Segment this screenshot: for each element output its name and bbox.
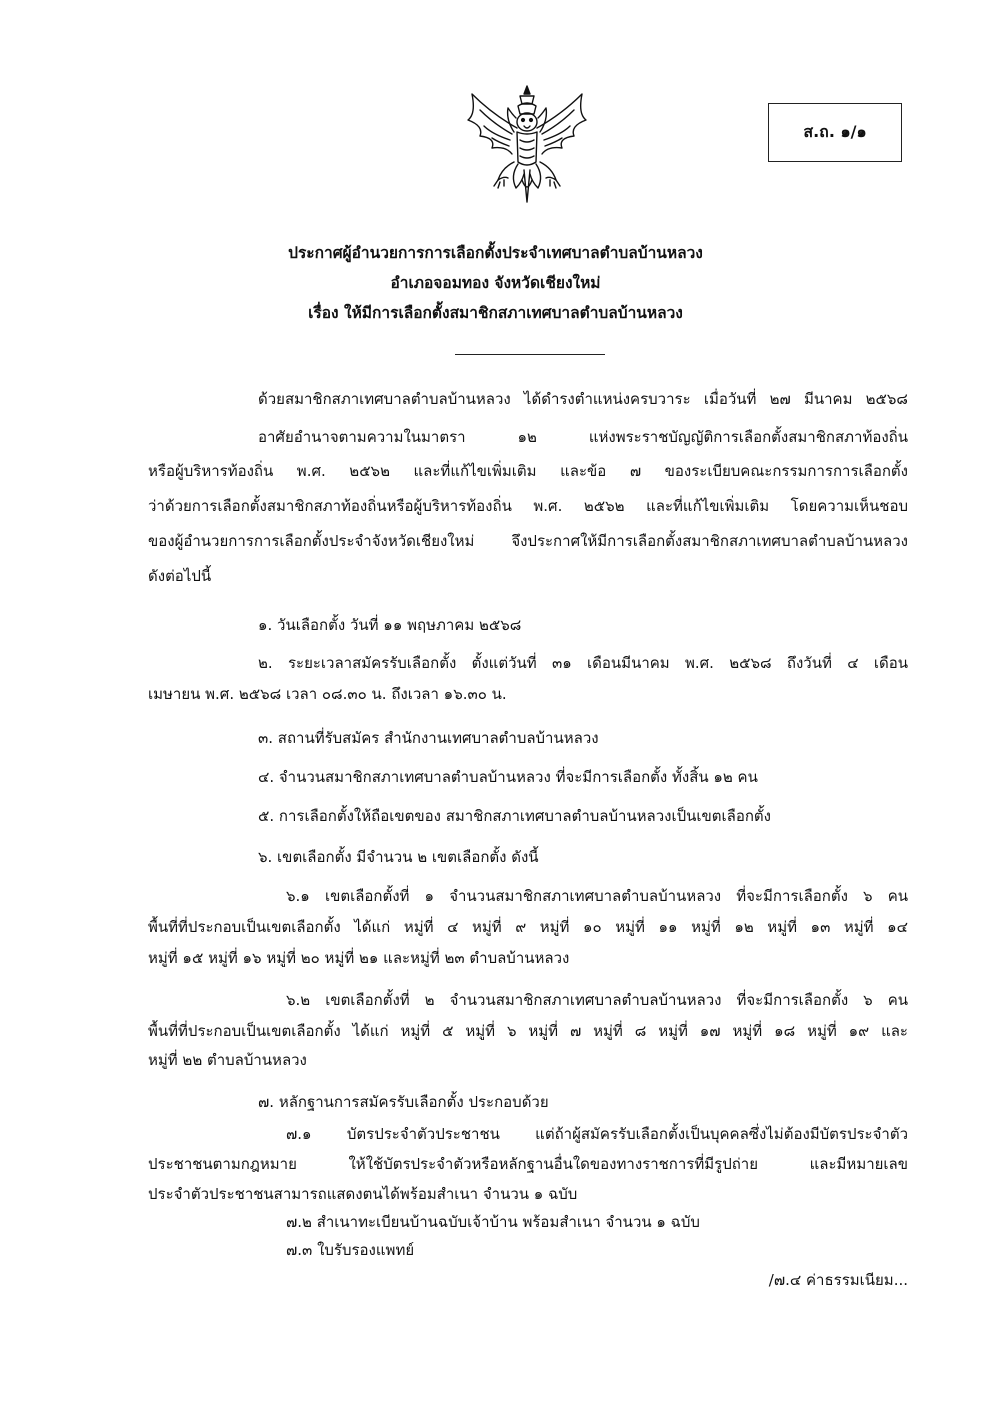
body-line: เมษายน พ.ศ. ๒๕๖๘ เวลา ๐๘.๓๐ น. ถึงเวลา ๑๖.๓๐ น. [148, 685, 507, 703]
title-line: เรื่อง ให้มีการเลือกตั้งสมาชิกสภาเทศบาลตำบลบ้านหลวง [308, 304, 683, 322]
body-line: ดังต่อไปนี้ [148, 567, 212, 585]
body-line: พื้นที่ที่ประกอบเป็นเขตเลือกตั้ง ได้แก่ หมู่ที่ ๔ หมู่ที่ ๙ หมู่ที่ ๑๐ หมู่ที่ ๑๑ หมู่ที่ ๑๒ หมู่ที่ ๑๓ หมู่ที่ ๑๔ [148, 918, 908, 936]
body-line: พื้นที่ที่ประกอบเป็นเขตเลือกตั้ง ได้แก่ หมู่ที่ ๕ หมู่ที่ ๖ หมู่ที่ ๗ หมู่ที่ ๘ หมู่ที่ ๑๗ หมู่ที่ ๑๘ หมู่ที่ ๑๙ และ [148, 1022, 908, 1040]
body-line: ด้วยสมาชิกสภาเทศบาลตำบลบ้านหลวง ได้ดำรงตำแหน่งครบวาระ เมื่อวันที่ ๒๗ มีนาคม ๒๕๖๘ [258, 390, 908, 408]
body-line: ประชาชนตามกฎหมาย ให้ใช้บัตรประจำตัวหรือหลักฐานอื่นใดของทางราชการที่มีรูปถ่าย และมีหมายเลข [148, 1155, 908, 1173]
form-code-box [768, 103, 902, 162]
body-line: ของผู้อำนวยการการเลือกตั้งประจำจังหวัดเชียงใหม่ จึงประกาศให้มีการเลือกตั้งสมาชิกสภาเทศบาลตำบลบ้านหลวง [148, 532, 908, 550]
body-line: ๑. วันเลือกตั้ง วันที่ ๑๑ พฤษภาคม ๒๕๖๘ [258, 616, 522, 634]
body-line: ๗. หลักฐานการสมัครรับเลือกตั้ง ประกอบด้วย [258, 1093, 549, 1111]
body-line: ว่าด้วยการเลือกตั้งสมาชิกสภาท้องถิ่นหรือผู้บริหารท้องถิ่น พ.ศ. ๒๕๖๒ และที่แก้ไขเพิ่มเติม โดยความเห็นชอบ [148, 497, 908, 515]
title-line: อำเภอจอมทอง จังหวัดเชียงใหม่ [390, 274, 601, 292]
body-line: ๗.๓ ใบรับรองแพทย์ [286, 1241, 415, 1259]
body-line: ๔. จำนวนสมาชิกสภาเทศบาลตำบลบ้านหลวง ที่จะมีการเลือกตั้ง ทั้งสิ้น ๑๒ คน [258, 768, 758, 786]
announcement-title [0, 238, 991, 328]
body-line: ๒. ระยะเวลาสมัครรับเลือกตั้ง ตั้งแต่วันที่ ๓๑ เดือนมีนาคม พ.ศ. ๒๕๖๘ ถึงวันที่ ๔ เดือน [258, 654, 908, 672]
body-line: ๖.๒ เขตเลือกตั้งที่ ๒ จำนวนสมาชิกสภาเทศบาลตำบลบ้านหลวง ที่จะมีการเลือกตั้ง ๖ คน [286, 991, 908, 1009]
body-line: ประจำตัวประชาชนสามารถแสดงตนได้พร้อมสำเนา จำนวน ๑ ฉบับ [148, 1185, 578, 1203]
body-line: ๗.๒ สำเนาทะเบียนบ้านฉบับเจ้าบ้าน พร้อมสำเนา จำนวน ๑ ฉบับ [286, 1213, 700, 1231]
body-line: ๖.๑ เขตเลือกตั้งที่ ๑ จำนวนสมาชิกสภาเทศบาลตำบลบ้านหลวง ที่จะมีการเลือกตั้ง ๖ คน [286, 887, 908, 905]
page-continuation: /๗.๔ ค่าธรรมเนียม... [768, 1271, 908, 1289]
body-line: หรือผู้บริหารท้องถิ่น พ.ศ. ๒๕๖๒ และที่แก้ไขเพิ่มเติม และข้อ ๗ ของระเบียบคณะกรรมการการเลือกตั้ง [148, 462, 908, 480]
body-line: หมู่ที่ ๑๕ หมู่ที่ ๑๖ หมู่ที่ ๒๐ หมู่ที่ ๒๑ และหมู่ที่ ๒๓ ตำบลบ้านหลวง [148, 949, 570, 967]
title-divider [455, 354, 605, 355]
body-line: ๗.๑ บัตรประจำตัวประชาชน แต่ถ้าผู้สมัครรับเลือกตั้งเป็นบุคคลซึ่งไม่ต้องมีบัตรประจำตัว [286, 1125, 908, 1143]
body-line: ๓. สถานที่รับสมัคร สำนักงานเทศบาลตำบลบ้านหลวง [258, 729, 599, 747]
title-line: ประกาศผู้อำนวยการการเลือกตั้งประจำเทศบาลตำบลบ้านหลวง [288, 244, 703, 262]
body-line: ๖. เขตเลือกตั้ง มีจำนวน ๒ เขตเลือกตั้ง ดังนี้ [258, 848, 539, 866]
form-code: ส.ถ. ๑/๑ [803, 122, 867, 141]
garuda-emblem-icon [462, 84, 592, 206]
body-line: หมู่ที่ ๒๒ ตำบลบ้านหลวง [148, 1051, 307, 1069]
body-line: ๕. การเลือกตั้งให้ถือเขตของ สมาชิกสภาเทศบาลตำบลบ้านหลวงเป็นเขตเลือกตั้ง [258, 807, 771, 825]
body-line: อาศัยอำนาจตามความในมาตรา ๑๒ แห่งพระราชบัญญัติการเลือกตั้งสมาชิกสภาท้องถิ่น [258, 428, 908, 446]
